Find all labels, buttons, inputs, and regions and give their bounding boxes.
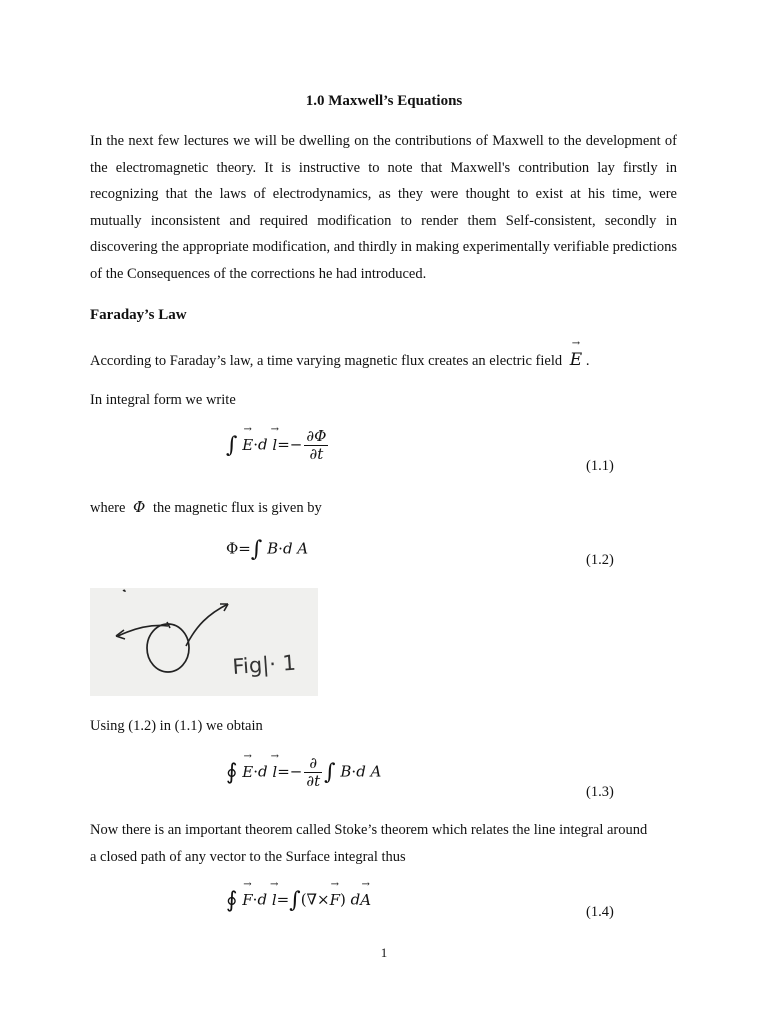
equation-1-4: ∮ → F·d → l=∫(∇×→ F) d→ A — [226, 888, 371, 913]
faraday-sentence: According to Faraday’s law, a time varying magnetic flux creates an electric field — [90, 353, 563, 369]
where-line — [90, 498, 322, 517]
equation-number-1-1: (1.1) — [586, 458, 614, 474]
equation-number-1-2: (1.2) — [586, 552, 614, 568]
figure-sketch — [90, 588, 318, 696]
equation-1-2: Φ=∫ B·d A — [226, 537, 309, 562]
equation-number-1-4: (1.4) — [586, 904, 614, 920]
using-text: Using (1.2) in (1.1) we obtain — [90, 718, 263, 734]
faraday-sentence-line — [90, 350, 589, 370]
intro-paragraph: In the next few lectures we will be dwelling on the contributions of Maxwell to the development of the electromagnetic theory. It is instructive to note that Maxwell's contribution lay firstly in recognizing that the laws of electrodynamics, as they were thought to exist at his time, were mutually inconsistent and required modification to render them Self-consistent, secondly in discovering the appropriate modification, and thirdly in making experimentally verifiable predictions of the Consequences of the corrections he had introduced. — [90, 133, 677, 282]
equation-1-3: ∮ → E·d → l=− $\frac{\partial}{\partial t}$ ∫ B·d A — [226, 755, 381, 790]
equation-1-1: ∫ → E·d → l=− $\frac{\partial\Phi}{\partial t}$ — [226, 428, 330, 463]
sentence-period: . — [585, 353, 590, 369]
stokes-text-2: a closed path of any vector to the Surface integral thus — [90, 849, 406, 865]
phi-symbol: Φ — [133, 498, 146, 516]
faraday-heading: Faraday’s Law — [90, 307, 187, 323]
integral-form-text: In integral form we write — [90, 392, 236, 408]
page-title: 1.0 Maxwell’s Equations — [305, 93, 463, 109]
field-symbol: → E — [570, 350, 582, 370]
stokes-text-1: Now there is an important theorem called Stoke’s theorem which relates the line integral around — [90, 822, 648, 838]
figure-label: Fig|· 1 — [231, 650, 297, 679]
figure-1-1 — [90, 588, 318, 696]
where-suffix: the magnetic flux is given by — [152, 500, 322, 516]
page-number: 1 — [380, 945, 388, 960]
where-prefix: where — [90, 500, 126, 516]
equation-number-1-3: (1.3) — [586, 784, 614, 800]
